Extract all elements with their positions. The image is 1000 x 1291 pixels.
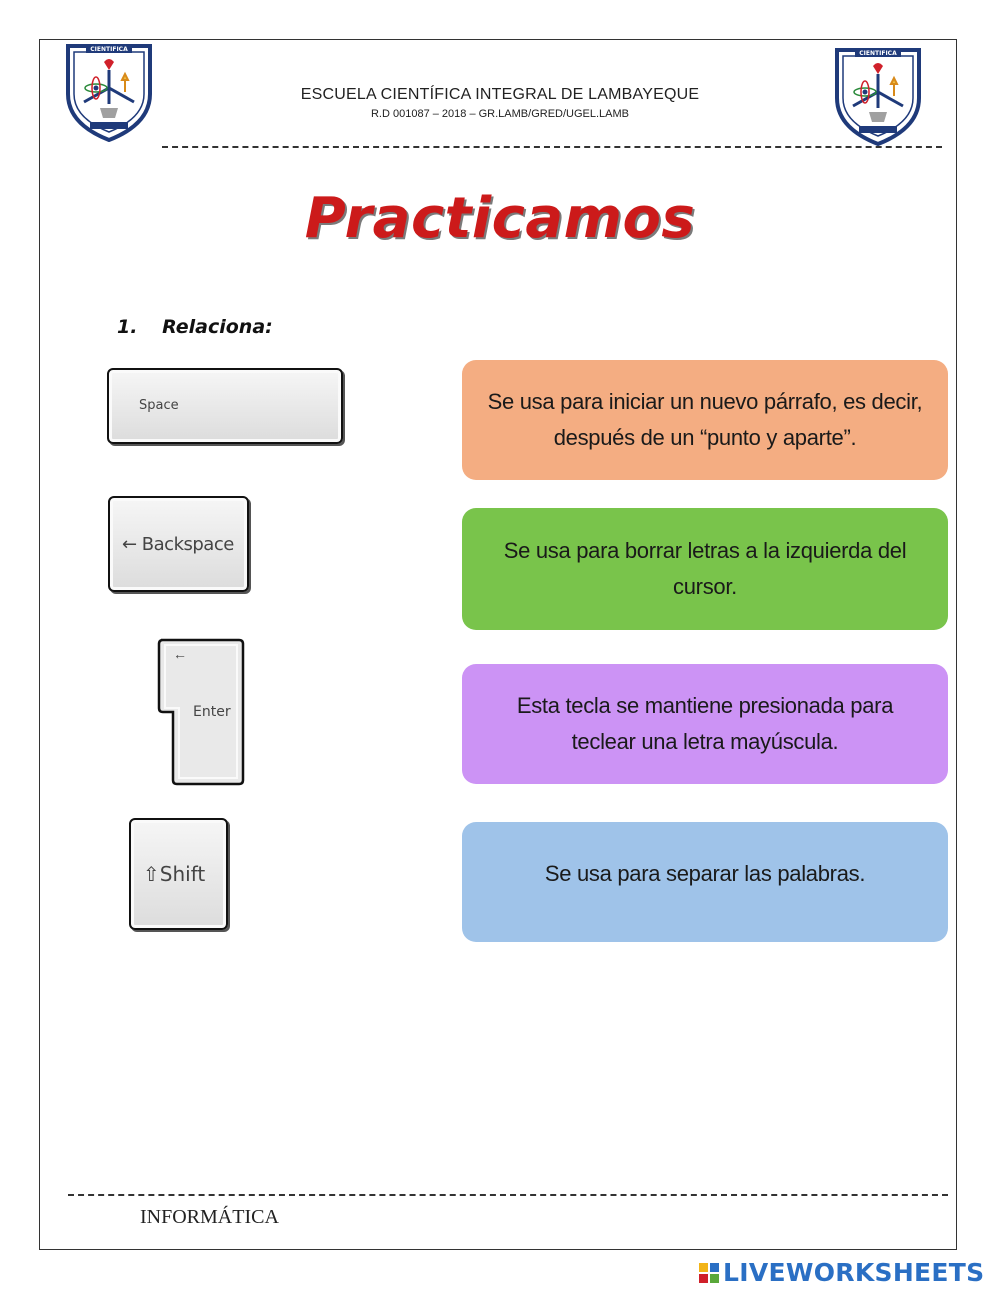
school-resolution: R.D 001087 – 2018 – GR.LAMB/GRED/UGEL.LAMB bbox=[370, 108, 629, 120]
footer-divider bbox=[68, 1194, 948, 1196]
school-seal-right bbox=[833, 46, 923, 146]
liveworksheets-logo-icon bbox=[698, 1262, 720, 1284]
answer-card-4[interactable]: Se usa para separar las palabras. bbox=[462, 822, 948, 942]
question-prompt: Relaciona: bbox=[162, 316, 273, 338]
space-key-image[interactable] bbox=[107, 368, 343, 444]
answer-card-2[interactable]: Se usa para borrar letras a la izquierda del cursor. bbox=[462, 508, 948, 630]
svg-text:CIENTIFICA: CIENTIFICA bbox=[90, 46, 128, 53]
header-divider bbox=[162, 146, 942, 148]
enter-key-image[interactable] bbox=[155, 636, 247, 786]
page-title: Practicamos bbox=[304, 186, 696, 251]
liveworksheets-brand[interactable] bbox=[698, 1258, 984, 1287]
enter-key-label: Enter bbox=[193, 704, 231, 720]
question-1 bbox=[117, 316, 273, 338]
footer-subject: INFORMÁTICA bbox=[140, 1206, 279, 1228]
school-seal-left bbox=[64, 42, 154, 142]
brand-name: LIVEWORKSHEETS bbox=[723, 1258, 985, 1287]
question-number: 1. bbox=[117, 316, 138, 338]
shift-arrow-icon: ⇧ bbox=[143, 862, 160, 886]
enter-arrow-icon: ← bbox=[173, 646, 187, 662]
backspace-key-label: ← Backspace bbox=[122, 534, 234, 555]
backspace-key-image[interactable] bbox=[108, 496, 249, 592]
space-key-label: Space bbox=[139, 398, 179, 413]
school-name: ESCUELA CIENTÍFICA INTEGRAL DE LAMBAYEQUE bbox=[300, 86, 700, 103]
answer-card-1[interactable]: Se usa para iniciar un nuevo párrafo, es decir, después de un “punto y aparte”. bbox=[462, 360, 948, 480]
shift-key-image[interactable] bbox=[129, 818, 228, 930]
svg-text:CIENTIFICA: CIENTIFICA bbox=[859, 50, 897, 57]
answer-card-3[interactable]: Esta tecla se mantiene presionada para teclear una letra mayúscula. bbox=[462, 664, 948, 784]
shift-key-label: ⇧Shift bbox=[143, 862, 206, 886]
